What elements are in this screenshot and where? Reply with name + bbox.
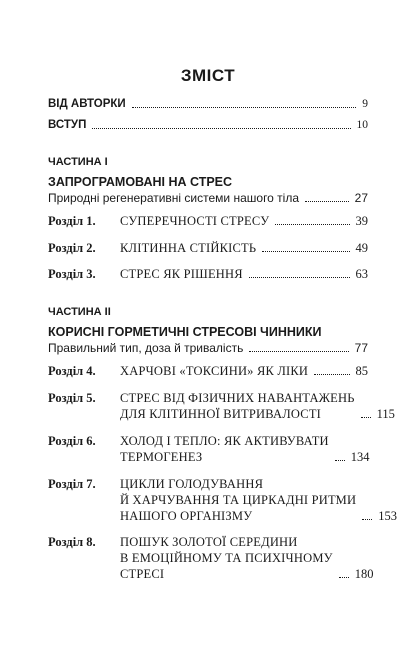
chapter-title: СТРЕС ЯК РІШЕННЯ	[120, 267, 243, 281]
chapter-label: Розділ 3.	[48, 267, 96, 281]
leader-dots	[361, 417, 371, 418]
leader-dots	[339, 577, 349, 578]
page-number: 134	[350, 450, 370, 464]
entry-title: ВСТУП	[48, 119, 87, 131]
leader-dots	[92, 128, 350, 129]
toc-entry-intro[interactable]	[48, 117, 368, 133]
page-number: 49	[355, 241, 368, 255]
toc-entry-chapter-6[interactable]	[48, 433, 368, 465]
chapter-label: Розділ 5.	[48, 391, 96, 405]
leader-dots	[275, 224, 349, 225]
chapter-label: Розділ 2.	[48, 241, 96, 255]
part-label: ЧАСТИНА І	[48, 156, 108, 168]
page-number: 39	[355, 214, 368, 228]
chapter-title: КЛІТИННА СТІЙКІСТЬ	[120, 241, 257, 255]
page-number: 63	[355, 267, 368, 281]
chapter-title-line: В ЕМОЦІЙНОМУ ТА ПСИХІЧНОМУ	[120, 551, 333, 565]
page-number: 153	[378, 509, 397, 523]
leader-dots	[132, 107, 357, 108]
chapter-label: Розділ 7.	[48, 477, 96, 491]
toc-entry-chapter-8[interactable]	[48, 534, 374, 582]
chapter-title-block	[120, 390, 355, 422]
leader-dots	[262, 251, 349, 252]
toc-entry-chapter-4[interactable]	[48, 363, 368, 379]
part-title: КОРИСНІ ГОРМЕТИЧНІ СТРЕСОВІ ЧИННИКИ	[48, 325, 322, 339]
toc-entry-chapter-7[interactable]	[48, 476, 397, 524]
chapter-title-line: ЦИКЛИ ГОЛОДУВАННЯ	[120, 477, 264, 491]
chapter-title-line: ТЕРМОГЕНЕЗ	[120, 450, 203, 464]
entry-title: Правильний тип, доза й тривалість	[48, 341, 244, 355]
chapter-title-line: Й ХАРЧУВАННЯ ТА ЦИРКАДНІ РИТМИ	[120, 493, 357, 507]
toc-entry-chapter-1[interactable]	[48, 213, 368, 229]
page-number: 10	[356, 119, 368, 131]
chapter-title-line: НАШОГО ОРГАНІЗМУ	[120, 509, 253, 523]
page-number: 85	[355, 364, 368, 378]
chapter-title-block	[120, 476, 356, 524]
chapter-label: Розділ 6.	[48, 434, 96, 448]
chapter-title: СУПЕРЕЧНОСТІ СТРЕСУ	[120, 214, 270, 228]
toc-entry-part2-intro[interactable]	[48, 340, 368, 356]
part-title: ЗАПРОГРАМОВАНІ НА СТРЕС	[48, 175, 233, 189]
toc-entry-from-author[interactable]	[48, 96, 368, 112]
toc-entry-chapter-2[interactable]	[48, 240, 368, 256]
entry-title: ВІД АВТОРКИ	[48, 98, 126, 110]
chapter-title-line: СТРЕСІ	[120, 567, 165, 581]
chapter-label: Розділ 8.	[48, 535, 96, 549]
page-number: 115	[376, 407, 395, 421]
toc-entry-part1-intro[interactable]	[48, 190, 368, 206]
page-number: 27	[354, 191, 368, 205]
leader-dots	[335, 460, 345, 461]
chapter-label: Розділ 4.	[48, 364, 96, 378]
chapter-title-line: ДЛЯ КЛІТИННОЇ ВИТРИВАЛОСТІ	[120, 407, 322, 421]
leader-dots	[249, 277, 350, 278]
leader-dots	[314, 374, 349, 375]
chapter-title-block	[120, 534, 333, 582]
chapter-title-line: СТРЕС ВІД ФІЗИЧНИХ НАВАНТАЖЕНЬ	[120, 391, 355, 405]
page-number: 77	[354, 341, 368, 355]
part-label: ЧАСТИНА ІІ	[48, 306, 111, 318]
toc-entry-chapter-3[interactable]	[48, 266, 368, 282]
toc-entry-chapter-5[interactable]	[48, 390, 395, 422]
entry-title: Природні регенеративні системи нашого тіла	[48, 191, 300, 205]
leader-dots	[249, 351, 348, 352]
leader-dots	[362, 519, 372, 520]
page-number: 180	[354, 567, 374, 581]
chapter-title: ХАРЧОВІ «ТОКСИНИ» ЯК ЛІКИ	[120, 364, 309, 378]
chapter-label: Розділ 1.	[48, 214, 96, 228]
chapter-title-block	[120, 433, 329, 465]
chapter-title-line: ПОШУК ЗОЛОТОЇ СЕРЕДИНИ	[120, 535, 298, 549]
toc-title: ЗМІСТ	[180, 66, 236, 85]
page-number: 9	[362, 98, 368, 110]
chapter-title-line: ХОЛОД І ТЕПЛО: ЯК АКТИВУВАТИ	[120, 434, 329, 448]
leader-dots	[305, 201, 349, 202]
